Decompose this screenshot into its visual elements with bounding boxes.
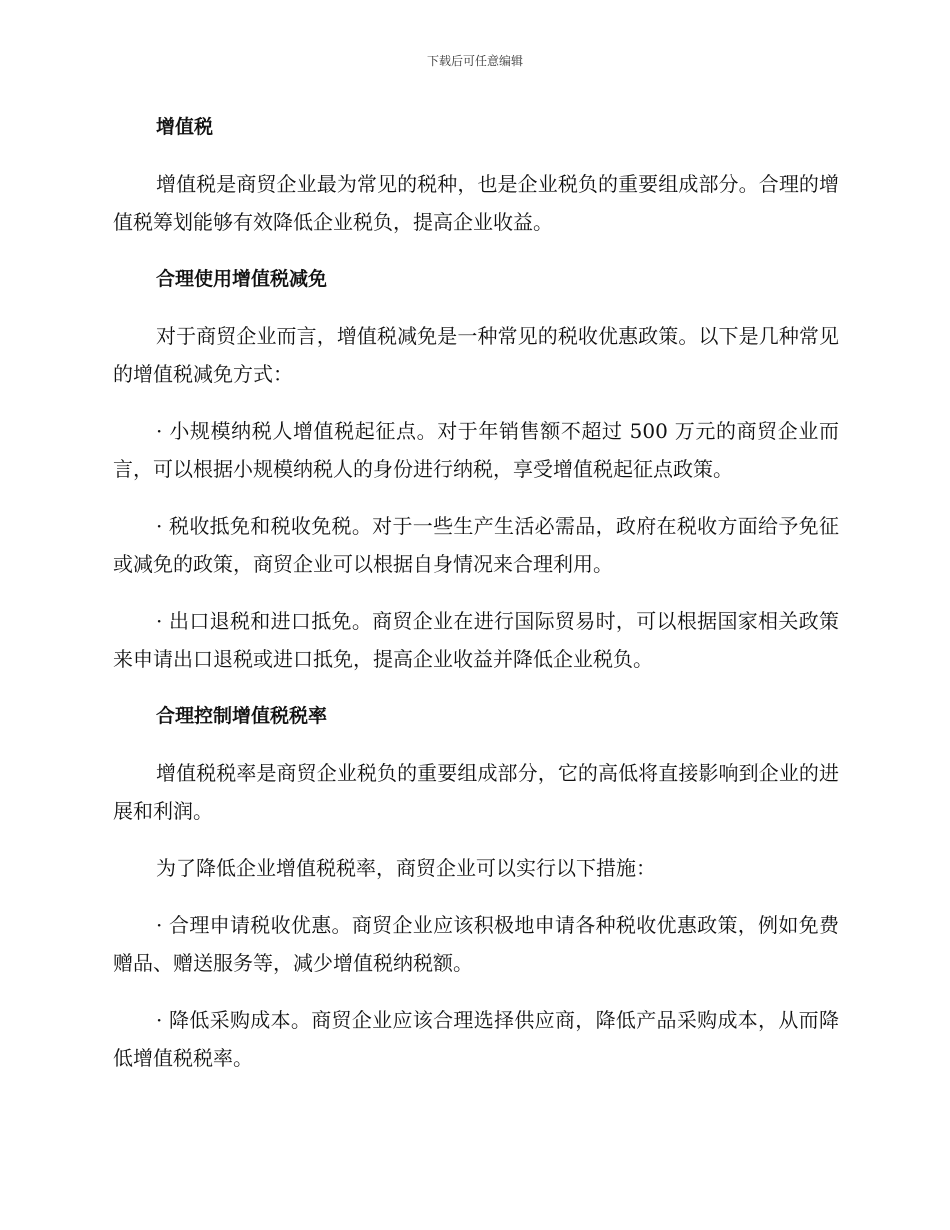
paragraph-vat-relief-intro: 对于商贸企业而言，增值税减免是一种常见的税收优惠政策。以下是几种常见的增值税减免方式：	[113, 324, 839, 386]
section-heading-vat-rate: 合理控制增值税税率	[156, 705, 328, 727]
bullet-reduce-procurement: · 降低采购成本。商贸企业应该合理选择供应商，降低产品采购成本，从而降低增值税税率。	[113, 1008, 839, 1070]
section-heading-vat-relief: 合理使用增值税减免	[156, 268, 328, 290]
paragraph-vat-intro: 增值税是商贸企业最为常见的税种，也是企业税负的重要组成部分。合理的增值税筹划能够有效降低企业税负，提高企业收益。	[113, 172, 839, 234]
bullet-small-taxpayer: · 小规模纳税人增值税起征点。对于年销售额不超过 500 万元的商贸企业而言，可以根据小规模纳税人的身份进行纳税，享受增值税起征点政策。	[113, 419, 839, 481]
document-body	[113, 108, 839, 1096]
bullet-export-rebate: · 出口退税和进口抵免。商贸企业在进行国际贸易时，可以根据国家相关政策来申请出口退税或进口抵免，提高企业收益并降低企业税负。	[113, 609, 839, 671]
paragraph-vat-rate-measures: 为了降低企业增值税税率，商贸企业可以实行以下措施：	[156, 856, 656, 880]
bullet-tax-credit-exemption: · 税收抵免和税收免税。对于一些生产生活必需品，政府在税收方面给予免征或减免的政策，商贸企业可以根据自身情况来合理利用。	[113, 514, 839, 576]
bullet-apply-preferential: · 合理申请税收优惠。商贸企业应该积极地申请各种税收优惠政策，例如免费赠品、赠送服务等，减少增值税纳税额。	[113, 913, 839, 975]
section-heading-vat: 增值税	[156, 116, 214, 138]
paragraph-vat-rate-intro: 增值税税率是商贸企业税负的重要组成部分，它的高低将直接影响到企业的进展和利润。	[113, 761, 839, 823]
page-header: 下载后可任意编辑	[426, 54, 523, 68]
